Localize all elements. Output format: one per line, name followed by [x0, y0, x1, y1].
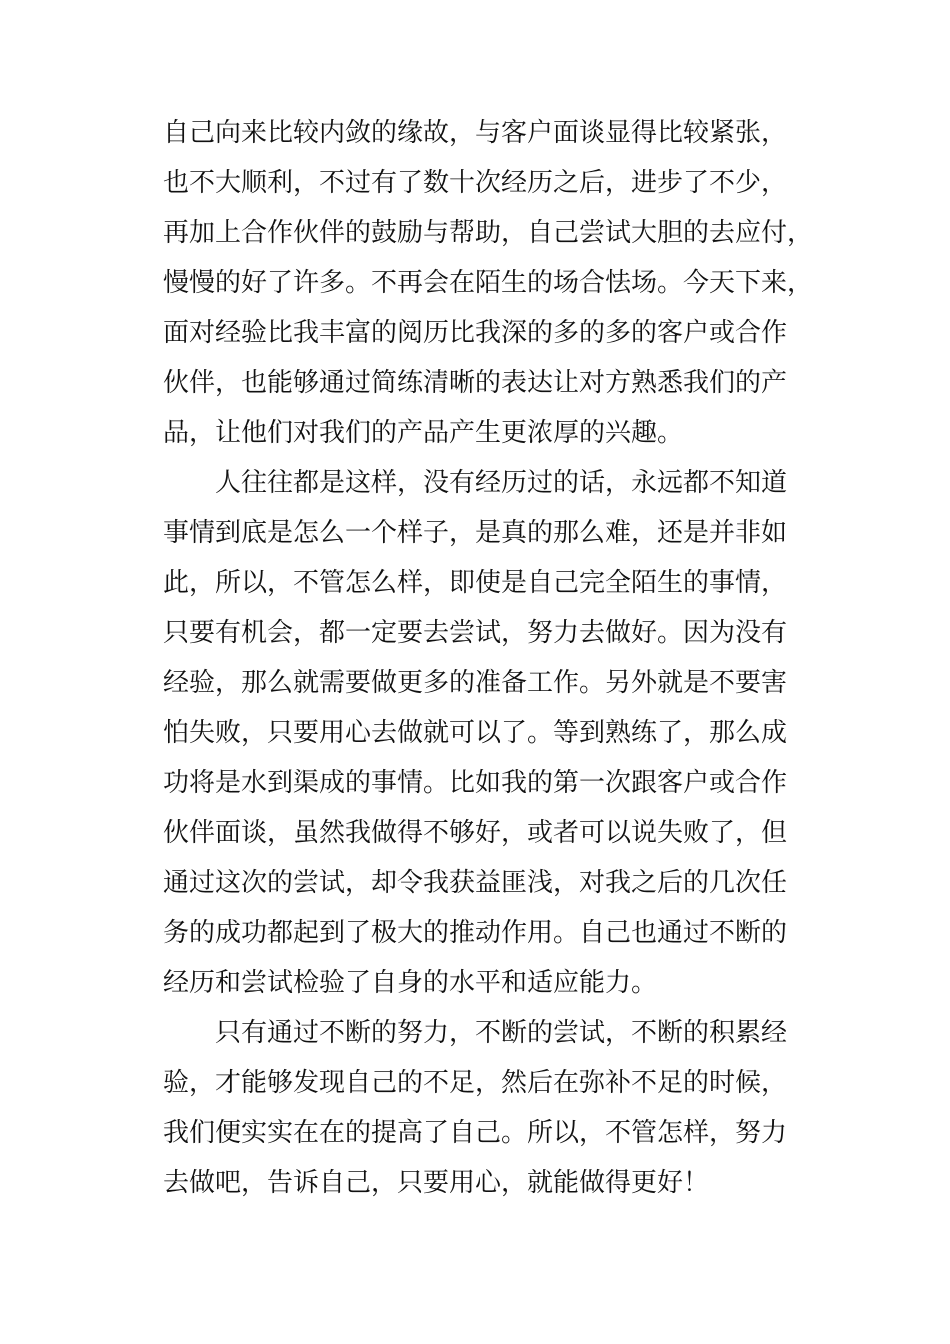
text-line: 人往往都是这样，没有经历过的话，永远都不知道 [215, 468, 788, 498]
text-line: 品，让他们对我们的产品产生更浓厚的兴趣。 [163, 418, 684, 448]
text-line: 面对经验比我丰富的阅历比我深的多的多的客户或合作 [163, 318, 788, 348]
text-line: 经验，那么就需要做更多的准备工作。另外就是不要害 [163, 668, 788, 698]
text-line: 务的成功都起到了极大的推动作用。自己也通过不断的 [163, 918, 788, 948]
text-line: 我们便实实在在的提高了自己。所以，不管怎样，努力 [163, 1118, 788, 1148]
paragraph-3 [163, 1008, 823, 1208]
paragraph-1 [163, 108, 823, 458]
text-line: 只要有机会，都一定要去尝试，努力去做好。因为没有 [163, 618, 788, 648]
text-line: 怕失败，只要用心去做就可以了。等到熟练了，那么成 [163, 718, 788, 748]
text-line: 事情到底是怎么一个样子，是真的那么难，还是并非如 [163, 518, 788, 548]
text-line: 只有通过不断的努力，不断的尝试，不断的积累经 [215, 1018, 788, 1048]
text-line: 伙伴面谈，虽然我做得不够好，或者可以说失败了，但 [163, 818, 788, 848]
document-body [163, 108, 823, 1208]
text-line: 伙伴，也能够通过简练清晰的表达让对方熟悉我们的产 [163, 368, 788, 398]
text-line: 自己向来比较内敛的缘故，与客户面谈显得比较紧张， [163, 118, 788, 148]
text-line: 功将是水到渠成的事情。比如我的第一次跟客户或合作 [163, 768, 788, 798]
text-line: 经历和尝试检验了自身的水平和适应能力。 [163, 968, 658, 998]
text-line: 慢慢的好了许多。不再会在陌生的场合怯场。今天下来， [163, 268, 814, 298]
text-line: 验，才能够发现自己的不足，然后在弥补不足的时候， [163, 1068, 788, 1098]
text-line: 此，所以，不管怎么样，即使是自己完全陌生的事情， [163, 568, 788, 598]
text-line: 再加上合作伙伴的鼓励与帮助，自己尝试大胆的去应付， [163, 218, 814, 248]
text-line: 通过这次的尝试，却令我获益匪浅，对我之后的几次任 [163, 868, 788, 898]
text-line: 也不大顺利，不过有了数十次经历之后，进步了不少， [163, 168, 788, 198]
paragraph-2 [163, 458, 823, 1008]
text-line: 去做吧，告诉自己，只要用心，就能做得更好！ [163, 1168, 710, 1198]
